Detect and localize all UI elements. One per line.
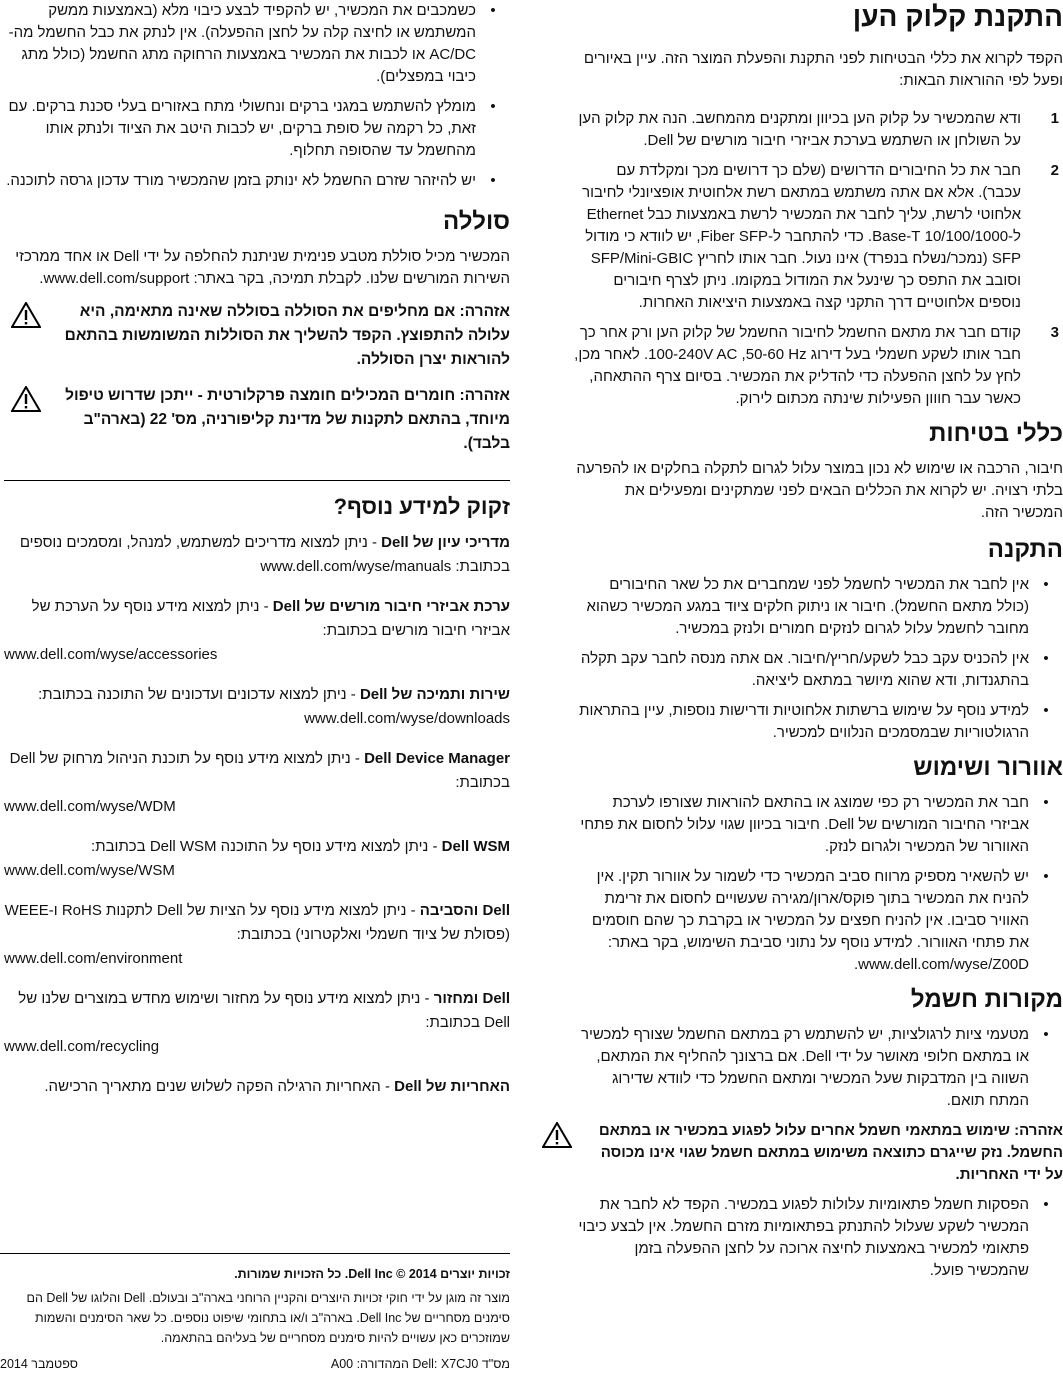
resource-text: - ניתן למצוא עדכונים ועדכונים של התוכנה בכתובת: www.dell.com/wyse/downloads [38,686,510,727]
power-bullet: • הפסקות חשמל פתאומיות עלולות לפגוע במכשיר. הקפד לא לחבר את המכשיר לשקע שעלול להתנתק בפתאומיות מזרם החשמל. אין לבצע כיבוי פתאומי למכשיר באמצעות לחיצה ארוכה על לחצן ההפעלה בזמן שהמכשיר פועל. [535,1194,1063,1282]
copyright-line: זכויות יוצרים Dell Inc © 2014. כל הזכויות שמורות. [234,1267,510,1281]
vent-bullet-text: חבר את המכשיר רק כפי שמוצג או בהתאם להוראות שצורפו לערכת אביזרי החיבור המורשים של Dell. חיבור בכיוון שגוי עלול לחסום את פתחי האוורור של המכשיר ולגרום לנזק. [580,794,1029,855]
resource-label: Dell והסביבה [419,902,510,919]
shutdown-bullet: • יש להיזהר שזרם החשמל לא ינותק בזמן שהמכשיר מורד עדכון גרסה לתוכנה. [4,170,510,192]
battery-warning [4,300,510,372]
install-bullet: • למידע נוסף על שימוש ברשתות אלחוטיות ודרישות נוספות, עיין בהתראות הרגולטוריות שבמסמכים הנלווים למכשיר. [535,700,1063,744]
copyright-text: מוצר זה מוגן על ידי חוקי זכויות היוצרים והקניין הרוחני בארה"ב ובעולם. Dell והלוגו של Dell הם סימנים מסחריים של Dell Inc. בארה"ב ו/או בתחומי שיפוט נוספים. כל שאר הסימנים והשמות שמוזכרים כאן עשויים להיות סימנים מסחריים של בעליהם בהתאמה. [26,1291,510,1345]
setup-intro: הקפד לקרוא את כללי הבטיחות לפני התקנת והפעלת המוצר הזה. עיין באיורים ופעל לפי ההוראות הבאות: [583,50,1063,89]
resource-item [4,899,510,971]
shutdown-bullet: • כשמכבים את המכשיר, יש להקפיד לבצע כיבוי מלא (באמצעות ממשק המשתמש או לחיצה קלה על לחצן ההפעלה). אין לנתק את כבל החשמל מה-AC/DC או לכבות את המכשיר באמצעות הרחוקה מתג החשמל (כולל מתג כיבוי במפצלים). [4,0,510,88]
step-text: ודא שהמכשיר על קלוק הען בכיוון ומתקנים מהמחשב. הנה את קלוק הען על השולחן או השתמש בערכת אביזרי חיבור מורשים של Dell. [578,110,1021,149]
step-number: 3 [1050,324,1059,341]
resource-url[interactable]: www.dell.com/environment [4,950,183,967]
install-bullet-text: אין לחבר את המכשיר לחשמל לפני שמחברים את כל שאר החיבורים (כולל מתאם החשמל). חיבור או ניתוק חלקים ציוד במגע המכשיר כשהוא מחובר לחשמל עלול לגרום לנזקים חמורים ולנזק במכשיר. [586,576,1029,637]
resources-title: זקוק למידע נוסף? [333,494,510,519]
step-item [535,322,1063,410]
footer-meta [0,1354,510,1374]
safety-title: כללי בטיחות [929,420,1063,447]
shutdown-bullet-text: יש להיזהר שזרם החשמל לא ינותק בזמן שהמכשיר מורד עדכון גרסה לתוכנה. [6,172,476,189]
resource-label: Dell ומחזור [433,990,510,1007]
battery-text: המכשיר מכיל סוללת מטבע פנימית שניתנת להחלפה על ידי Dell או אחד ממרכזי השירות המורשים שלנו. לקבלת תמיכה, בקר באתר: www.dell.com/support. [15,248,510,287]
resource-text: - ניתן למצוא מידע נוסף על תוכנת הניהול מרחוק של Dell בכתובת: [9,750,510,791]
step-item [535,108,1063,152]
step-item [535,160,1063,314]
resource-item [4,683,510,731]
resource-item [4,531,510,579]
vent-bullet-text: יש להשאיר מספיק מרווח סביב המכשיר כדי לשמור על אוורור תקין. אין להניח את המכשיר בתוך פוקס/ארון/מגירה שעשויים לחסום את זרימת האוויר סביבו. אין להניח חפצים על המכשיר או בקרבת כך שהם חוסמים את פתחי האוורור. למידע נוסף על נתוני סביבת השימוש, בקר באתר: www.dell.com/wyse/Z00D. [591,868,1029,973]
section-divider [4,480,510,481]
resource-text: - ניתן למצוא מידע נוסף על התוכנה Dell WSM בכתובת: [91,838,438,855]
resource-label: Dell WSM [441,838,510,855]
resource-text: - ניתן למצוא מדריכים למשתמש, למנהל, ומסמכים נוספים בכתובת: www.dell.com/wyse/manuals [19,534,510,575]
step-number: 1 [1050,110,1059,127]
right-column [535,0,1063,1290]
step-text: חבר את כל החיבורים הדרושים (שלם כך דרושים מכך ומקלדת עם עכבר). אלא אם אתה משתמש במתאם רשת אלחוטית אופציונלי לחיבור אלחוטי לרשת, עליך לחבר את המכשיר לרשת באמצעות כבל Ethernet ל-10/100/1000 Base-T. כדי להתחבר ל-Fiber SFP, יש לוודא כי מודול SFP (נמכר/נשלח בנפרד) אינו נעול. חבר אותו לחריץ SFP/Mini-GBIC וסובב את התפס כך שינעל את המודול במקומו. ניתן לצרף חיבורים נוספים אלחוטיים דרך התקני קצה באמצעות היציאות האחרות. [582,162,1021,311]
shutdown-bullet: • מומלץ להשתמש במגני ברקים ונחשולי מתח באזורים בעלי סכנת ברקים. עם זאת, כל רקמה של סופת ברקים, יש לכבות היטב את הציוד ולנתק אותו מהחשמל עד שהסופה תחלוף. [4,96,510,162]
warning-icon [535,1120,579,1186]
resource-label: שירות ותמיכה של Dell [359,686,510,703]
shutdown-bullet-text: מומלץ להשתמש במגני ברקים ונחשולי מתח באזורים בעלי סכנת ברקים. עם זאת, כל רקמה של סופת ברקים, יש לכבות היטב את הציוד ולנתק אותו מהחשמל עד שהסופה תחלוף. [8,98,476,159]
resource-url[interactable]: www.dell.com/recycling [4,1038,160,1055]
left-column [0,0,510,1115]
battery-title: סוללה [443,208,510,235]
ventilation-title: אוורור ושימוש [913,754,1063,781]
install-bullet: • אין להכניס עקב כבל לשקע/חריץ/חיבור. אם אתה מנסה לחבר עקב תקלה בהתגנדות, ודא שהוא מיושר במתאם ליציאה. [535,648,1063,692]
safety-text: חיבור, הרכבה או שימוש לא נכון במוצר עלול לגרום לתקלה בחלקים או להפרעה בלתי רצויה. יש לקרוא את הכללים הבאים לפני שמתקינים ומפעילים את המכשיר הזה. [576,460,1063,521]
warning-icon [4,384,48,456]
setup-title: התקנת קלוק הען [852,1,1063,32]
part-number: מס"ד Dell: X7CJ0 המהדורה: A00 [330,1357,510,1371]
resource-label: ערכת אביזרי חיבור מורשים של Dell [272,598,510,615]
shutdown-bullet-text: כשמכבים את המכשיר, יש להקפיד לבצע כיבוי מלא (באמצעות ממשק המשתמש או לחיצה קלה על לחצן ההפעלה). אין לנתק את כבל החשמל מה-AC/DC או לכבות את המכשיר באמצעות הרחוקה מתג החשמל (כולל מתג כיבוי במפצלים). [8,2,476,85]
resource-label: האחריות של Dell [394,1078,510,1095]
vent-bullet: • חבר את המכשיר רק כפי שמוצג או בהתאם להוראות שצורפו לערכת אביזרי החיבור המורשים של Dell. חיבור בכיוון שגוי עלול לחסום את פתחי האוורור של המכשיר ולגרום לנזק. [535,792,1063,858]
resource-url[interactable]: www.dell.com/wyse/WSM [4,862,175,879]
resource-label: מדריכי עיון של Dell [381,534,510,551]
resource-item [4,835,510,883]
vent-bullet: • יש להשאיר מספיק מרווח סביב המכשיר כדי לשמור על אוורור תקין. אין להניח את המכשיר בתוך פוקס/ארון/מגירה שעשויים לחסום את זרימת האוויר סביבו. אין להניח חפצים על המכשיר או בקרבת כך שהם חוסמים את פתחי האוורור. למידע נוסף על נתוני סביבת השימוש, בקר באתר: www.dell.com/wyse/Z00D. [535,866,1063,976]
resource-label: Dell Device Manager [364,750,510,767]
battery-warning-text: אזהרה: אם מחליפים את הסוללה בסוללה שאינה מתאימה, היא עלולה להתפוצץ. הקפד להשליך את הסוללות המשומשות בהתאם להוראות יצרן הסוללה. [64,303,510,368]
resource-text: - ניתן למצוא מידע נוסף על הציות של Dell לתקנות RoHS ו-WEEE (פסולת של ציוד חשמלי ואלקטרוני) בכתובת: [4,902,510,943]
install-bullet-text: אין להכניס עקב כבל לשקע/חריץ/חיבור. אם אתה מנסה לחבר עקב תקלה בהתגנדות, ודא שהוא מיושר במתאם ליציאה. [580,650,1029,689]
power-warning-text: אזהרה: שימוש במתאמי חשמל אחרים עלול לפגוע במכשיר או במתאם החשמל. נזק שייגרם כתוצאה משימוש במתאם חשמל שגוי אינו מכוסה על ידי האחריות. [598,1122,1063,1183]
install-title: התקנה [987,536,1063,563]
resource-url[interactable]: www.dell.com/wyse/accessories [4,646,218,663]
resource-text: - האחריות הרגילה הפקה לשלוש שנים מתאריך הרכישה. [44,1078,390,1095]
step-text: קודם חבר את מתאם החשמל לחיבור החשמל של קלוק הען ורק אחר כך חבר אותו לשקע חשמלי בעל דירוג 100-240V AC ,50-60 Hz. לאחר מכן, לחץ על לחצן ההפעלה כדי להדליק את המכשיר. בסיום צרף ההתאחה, כאשר עבר חווון הפעילות שינתה מכתום לירוק. [574,324,1021,407]
warning-icon [4,300,48,372]
resource-url[interactable]: www.dell.com/wyse/WDM [4,798,176,815]
resource-item [4,595,510,667]
perchlorate-warning-text: אזהרה: חומרים המכילים חומצה פרקלורטית - ייתכן שדרוש טיפול מיוחד, בהתאם לתקנות של מדינת קליפורניה, מס' 22 (בארה"ב בלבד). [65,387,510,452]
footer-divider [0,1253,510,1254]
resource-item [4,1075,510,1099]
install-bullet: • אין לחבר את המכשיר לחשמל לפני שמחברים את כל שאר החיבורים (כולל מתאם החשמל). חיבור או ניתוק חלקים ציוד במגע המכשיר כשהוא מחובר לחשמל עלול לגרום לנזקים חמורים ולנזק במכשיר. [535,574,1063,640]
power-title: מקורות חשמל [910,986,1063,1013]
power-bullet-text: הפסקות חשמל פתאומיות עלולות לפגוע במכשיר. הקפד לא לחבר את המכשיר לשקע שעלול להתנתק בפתאומיות מזרם החשמל. אין לבצע כיבוי פתאומי למכשיר באמצעות לחיצה ארוכה על לחצן ההפעלה בזמן שהמכשיר פועל. [578,1196,1029,1279]
install-bullet-text: למידע נוסף על שימוש ברשתות אלחוטיות ודרישות נוספות, עיין בהתראות הרגולטוריות שבמסמכים הנלווים למכשיר. [579,702,1029,741]
perchlorate-warning [4,384,510,456]
publish-date: ספטמבר 2014 [0,1357,78,1371]
step-number: 2 [1050,162,1059,179]
copyright-footer [0,1253,510,1374]
resource-item [4,747,510,819]
resource-text: - ניתן למצוא מידע נוסף על הערכת של אביזרי חיבור מורשים בכתובת: [31,598,510,639]
resource-text: - ניתן למצוא מידע נוסף על מחזור ושימוש מחדש במוצרים שלנו של Dell בכתובת: [18,990,510,1031]
resource-item [4,987,510,1059]
power-warning [535,1120,1063,1186]
power-bullet: • מטעמי ציות לרגולציות, יש להשתמש רק במתאם החשמל שצורף למכשיר או במתאם חלופי מאושר על ידי Dell. אם ברצונך להחליף את המתאם, השווה בין המדבקות שעל המכשיר ומתאם החשמל כדי לוודא שדירוג המתח תואם. [535,1024,1063,1112]
power-bullet-text: מטעמי ציות לרגולציות, יש להשתמש רק במתאם החשמל שצורף למכשיר או במתאם חלופי מאושר על ידי Dell. אם ברצונך להחליף את המתאם, השווה בין המדבקות שעל המכשיר ומתאם החשמל כדי לוודא שדירוג המתח תואם. [580,1026,1029,1109]
